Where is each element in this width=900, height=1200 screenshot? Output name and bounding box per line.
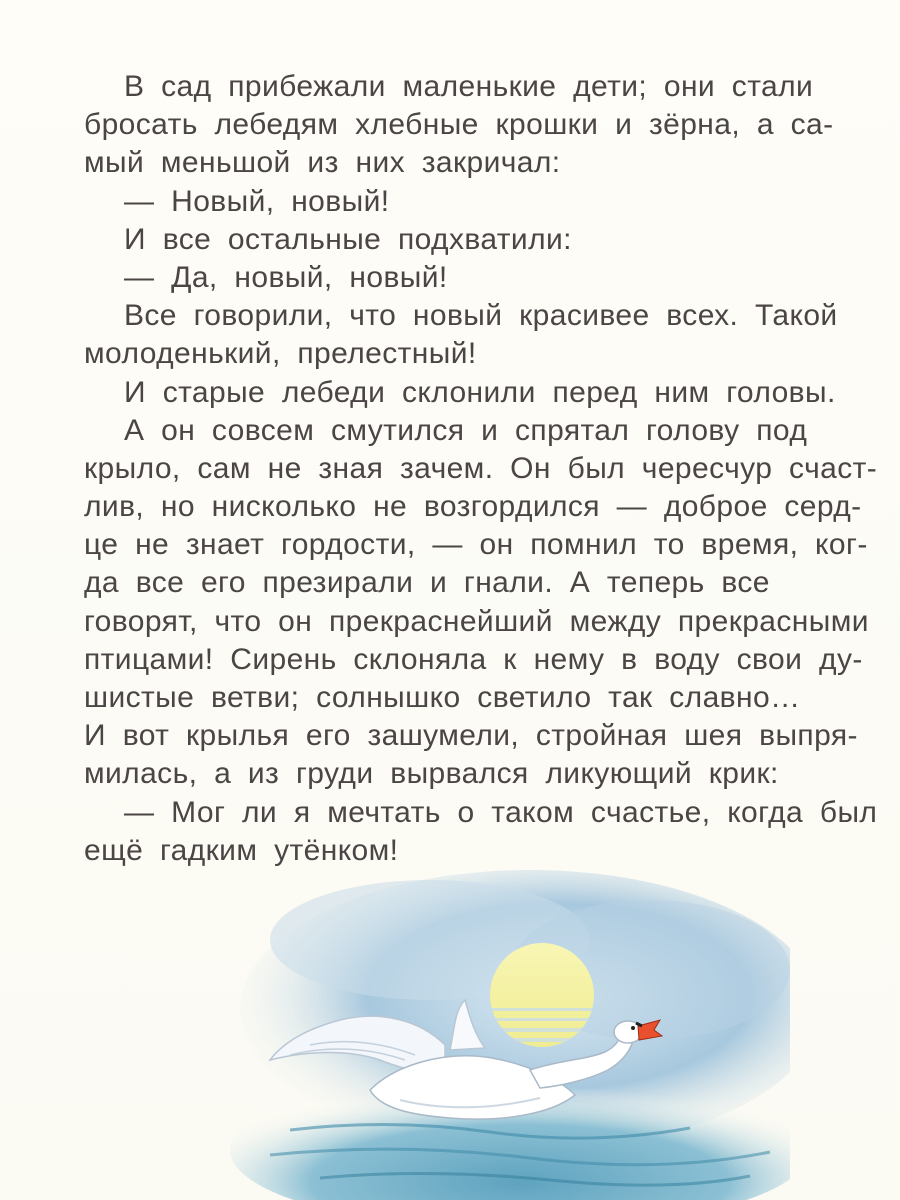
paragraph-line: це не знает гордости, — он помнил то время, ког- (84, 528, 868, 562)
paragraph-line: И старые лебеди склонили перед ним головы. (124, 375, 836, 409)
paragraph-line: И вот крылья его зашумели, стройная шея выпря- (84, 719, 858, 753)
paragraph-line: бросать лебедям хлебные крошки и зёрна, а са- (84, 108, 834, 142)
paragraph-line: молоденький, прелестный! (84, 337, 477, 371)
paragraph-line: Все говорили, что новый красивее всех. Такой (124, 299, 838, 333)
dialogue-line: — Да, новый, новый! (124, 260, 448, 294)
paragraph-line: В сад прибежали маленькие дети; они стали (124, 70, 814, 103)
dialogue-line: — Мог ли я мечтать о таком счастье, когда был (124, 795, 878, 829)
paragraph-line: И все остальные подхватили: (124, 222, 572, 256)
paragraph-line: да все его презирали и гнали. А теперь все (84, 566, 770, 600)
paragraph-line: говорят, что он прекраснейший между прекрасными (84, 604, 869, 638)
dialogue-line: — Новый, новый! (124, 184, 390, 218)
paragraph-line: шистые ветви; солнышко светило так славно… (84, 681, 801, 714)
swan-eye (631, 1026, 635, 1030)
paragraph-line: милась, а из груди вырвался ликующий крик: (84, 757, 779, 791)
paragraph-line: А он совсем смутился и спрятал голову под (124, 413, 808, 447)
story-text (84, 68, 878, 870)
paragraph-line: крыло, сам не зная зачем. Он был чересчур счаст- (84, 451, 878, 485)
paragraph-line: мый меньшой из них закричал: (84, 146, 561, 180)
paragraph-line: птицами! Сирень склоняла к нему в воду свои ду- (84, 642, 863, 676)
swan-illustration (230, 860, 790, 1200)
paragraph-line: лив, но нисколько не возгордился — доброе серд- (84, 490, 862, 524)
paragraph-line: ещё гадким утёнком! (84, 833, 399, 867)
